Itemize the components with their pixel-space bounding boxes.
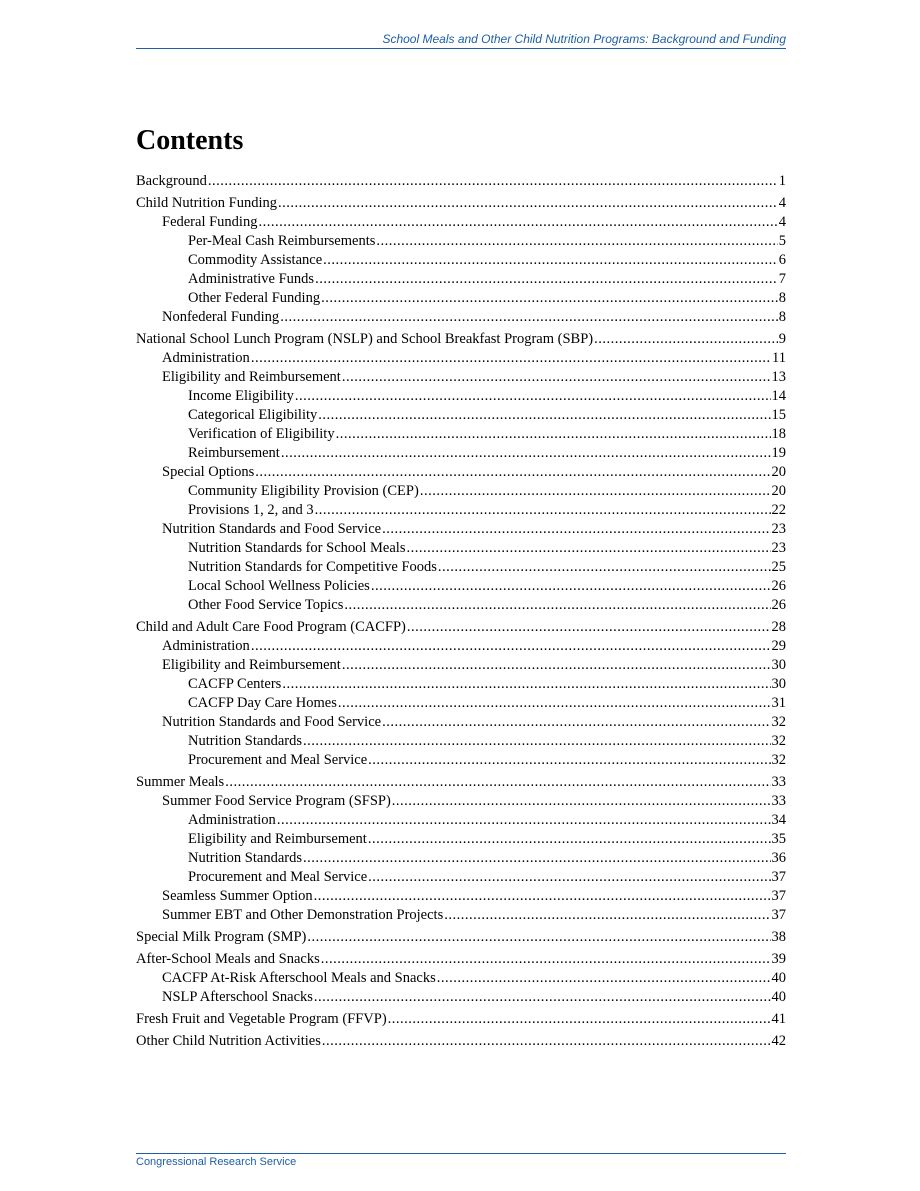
toc-entry[interactable] bbox=[136, 618, 786, 637]
toc-entry[interactable] bbox=[136, 406, 786, 425]
toc-entry-page: 30 bbox=[771, 657, 786, 673]
toc-entry[interactable] bbox=[136, 773, 786, 792]
toc-entry[interactable] bbox=[136, 830, 786, 849]
toc-entry-page: 19 bbox=[771, 445, 786, 461]
toc-entry-title: Fresh Fruit and Vegetable Program (FFVP) bbox=[136, 1011, 387, 1027]
toc-entry-page: 28 bbox=[771, 619, 786, 635]
toc-entry-page: 26 bbox=[771, 597, 786, 613]
toc-entry-title: Summer EBT and Other Demonstration Projects bbox=[162, 907, 444, 923]
toc-entry[interactable] bbox=[136, 349, 786, 368]
toc-entry-page: 20 bbox=[771, 464, 786, 480]
toc-dot-leader bbox=[307, 928, 770, 947]
toc-dot-leader bbox=[368, 830, 771, 849]
toc-entry[interactable] bbox=[136, 675, 786, 694]
toc-dot-leader bbox=[281, 444, 771, 463]
toc-entry-page: 26 bbox=[771, 578, 786, 594]
toc-entry-page: 37 bbox=[771, 907, 786, 923]
toc-entry-page: 8 bbox=[778, 290, 786, 306]
toc-entry-title: Provisions 1, 2, and 3 bbox=[188, 502, 314, 518]
toc-entry-page: 32 bbox=[771, 733, 786, 749]
toc-dot-leader bbox=[318, 406, 770, 425]
toc-entry-page: 22 bbox=[771, 502, 786, 518]
toc-entry-page: 42 bbox=[771, 1033, 786, 1049]
toc-entry[interactable] bbox=[136, 1010, 786, 1029]
toc-entry[interactable] bbox=[136, 792, 786, 811]
toc-entry-title: National School Lunch Program (NSLP) and School Breakfast Program (SBP) bbox=[136, 331, 594, 347]
toc-entry-page: 7 bbox=[778, 271, 786, 287]
toc-entry-title: After-School Meals and Snacks bbox=[136, 951, 320, 967]
toc-entry-title: Administrative Funds bbox=[188, 271, 315, 287]
toc-entry[interactable] bbox=[136, 558, 786, 577]
toc-entry-page: 20 bbox=[771, 483, 786, 499]
toc-entry-page: 33 bbox=[771, 774, 786, 790]
toc-entry-page: 11 bbox=[772, 350, 786, 366]
toc-dot-leader bbox=[342, 368, 771, 387]
toc-entry-page: 31 bbox=[771, 695, 786, 711]
toc-entry[interactable] bbox=[136, 849, 786, 868]
toc-entry-page: 6 bbox=[778, 252, 786, 268]
toc-entry-title: Background bbox=[136, 173, 207, 189]
toc-entry-title: Special Options bbox=[162, 464, 255, 480]
toc-entry[interactable] bbox=[136, 713, 786, 732]
toc-entry-title: Verification of Eligibility bbox=[188, 426, 335, 442]
toc-dot-leader bbox=[303, 732, 771, 751]
toc-entry[interactable] bbox=[136, 368, 786, 387]
toc-entry-title: Nutrition Standards and Food Service bbox=[162, 521, 382, 537]
toc-entry-title: Nutrition Standards bbox=[188, 850, 302, 866]
toc-dot-leader bbox=[321, 289, 778, 308]
toc-entry-title: Reimbursement bbox=[188, 445, 280, 461]
toc-dot-leader bbox=[371, 577, 771, 596]
toc-dot-leader bbox=[342, 656, 771, 675]
toc-entry-title: Commodity Assistance bbox=[188, 252, 323, 268]
table-of-contents bbox=[136, 172, 786, 1051]
toc-entry[interactable] bbox=[136, 596, 786, 615]
toc-dot-leader bbox=[303, 849, 771, 868]
footer-organization: Congressional Research Service bbox=[136, 1156, 297, 1168]
toc-entry[interactable] bbox=[136, 868, 786, 887]
toc-entry[interactable] bbox=[136, 308, 786, 327]
toc-entry-page: 32 bbox=[771, 752, 786, 768]
toc-entry-title: Community Eligibility Provision (CEP) bbox=[188, 483, 419, 499]
toc-entry[interactable] bbox=[136, 463, 786, 482]
toc-entry-page: 35 bbox=[771, 831, 786, 847]
toc-entry-page: 30 bbox=[771, 676, 786, 692]
toc-entry-title: Administration bbox=[162, 350, 250, 366]
toc-entry-title: Nutrition Standards bbox=[188, 733, 302, 749]
toc-dot-leader bbox=[321, 950, 771, 969]
toc-dot-leader bbox=[258, 213, 777, 232]
toc-entry-page: 38 bbox=[771, 929, 786, 945]
toc-entry-title: Income Eligibility bbox=[188, 388, 294, 404]
toc-dot-leader bbox=[314, 887, 771, 906]
toc-entry[interactable] bbox=[136, 732, 786, 751]
toc-entry-page: 39 bbox=[771, 951, 786, 967]
toc-dot-leader bbox=[314, 988, 771, 1007]
toc-entry-page: 23 bbox=[771, 540, 786, 556]
toc-entry-title: Procurement and Meal Service bbox=[188, 869, 368, 885]
footer-divider bbox=[136, 1153, 786, 1154]
toc-entry-page: 4 bbox=[778, 214, 786, 230]
toc-entry-title: Procurement and Meal Service bbox=[188, 752, 368, 768]
toc-dot-leader bbox=[322, 1032, 771, 1051]
toc-dot-leader bbox=[344, 596, 770, 615]
toc-entry-title: Eligibility and Reimbursement bbox=[162, 369, 341, 385]
toc-entry[interactable] bbox=[136, 969, 786, 988]
toc-dot-leader bbox=[336, 425, 771, 444]
toc-entry[interactable] bbox=[136, 751, 786, 770]
toc-entry-title: Eligibility and Reimbursement bbox=[162, 657, 341, 673]
toc-entry-page: 8 bbox=[778, 309, 786, 325]
toc-entry-title: Categorical Eligibility bbox=[188, 407, 318, 423]
toc-dot-leader bbox=[338, 694, 771, 713]
toc-entry-title: Nonfederal Funding bbox=[162, 309, 280, 325]
toc-entry-title: Other Child Nutrition Activities bbox=[136, 1033, 321, 1049]
toc-dot-leader bbox=[407, 618, 771, 637]
toc-entry[interactable] bbox=[136, 172, 786, 191]
toc-entry-title: CACFP Day Care Homes bbox=[188, 695, 337, 711]
toc-entry-title: Other Food Service Topics bbox=[188, 597, 344, 613]
toc-entry-page: 41 bbox=[771, 1011, 786, 1027]
toc-entry-page: 9 bbox=[778, 331, 786, 347]
toc-entry[interactable] bbox=[136, 444, 786, 463]
toc-entry-page: 13 bbox=[771, 369, 786, 385]
toc-dot-leader bbox=[437, 969, 771, 988]
toc-entry-page: 40 bbox=[771, 989, 786, 1005]
toc-entry-title: Summer Food Service Program (SFSP) bbox=[162, 793, 391, 809]
toc-dot-leader bbox=[388, 1010, 771, 1029]
toc-entry-title: Other Federal Funding bbox=[188, 290, 321, 306]
toc-dot-leader bbox=[376, 232, 777, 251]
toc-entry-title: Seamless Summer Option bbox=[162, 888, 313, 904]
toc-entry-title: NSLP Afterschool Snacks bbox=[162, 989, 313, 1005]
toc-dot-leader bbox=[368, 751, 770, 770]
toc-dot-leader bbox=[282, 675, 770, 694]
toc-entry[interactable] bbox=[136, 520, 786, 539]
toc-entry-page: 36 bbox=[771, 850, 786, 866]
toc-entry-title: CACFP At-Risk Afterschool Meals and Snacks bbox=[162, 970, 436, 986]
toc-entry[interactable] bbox=[136, 251, 786, 270]
toc-entry[interactable] bbox=[136, 887, 786, 906]
toc-entry-page: 29 bbox=[771, 638, 786, 654]
toc-entry[interactable] bbox=[136, 501, 786, 520]
toc-entry[interactable] bbox=[136, 425, 786, 444]
toc-entry[interactable] bbox=[136, 270, 786, 289]
toc-dot-leader bbox=[225, 773, 770, 792]
toc-entry-title: Nutrition Standards for Competitive Foods bbox=[188, 559, 437, 575]
toc-dot-leader bbox=[323, 251, 778, 270]
toc-entry-page: 34 bbox=[771, 812, 786, 828]
toc-entry[interactable] bbox=[136, 1032, 786, 1051]
toc-entry-title: Administration bbox=[162, 638, 250, 654]
toc-entry[interactable] bbox=[136, 656, 786, 675]
toc-entry[interactable] bbox=[136, 539, 786, 558]
toc-entry-page: 40 bbox=[771, 970, 786, 986]
toc-entry[interactable] bbox=[136, 213, 786, 232]
toc-entry[interactable] bbox=[136, 289, 786, 308]
toc-entry[interactable] bbox=[136, 988, 786, 1007]
toc-entry[interactable] bbox=[136, 637, 786, 656]
toc-entry[interactable] bbox=[136, 482, 786, 501]
toc-entry-title: Local School Wellness Policies bbox=[188, 578, 370, 594]
toc-dot-leader bbox=[277, 811, 771, 830]
toc-entry[interactable] bbox=[136, 811, 786, 830]
toc-dot-leader bbox=[438, 558, 771, 577]
toc-dot-leader bbox=[208, 172, 778, 191]
running-header: School Meals and Other Child Nutrition Programs: Background and Funding bbox=[136, 32, 786, 49]
toc-entry-page: 32 bbox=[771, 714, 786, 730]
toc-entry[interactable] bbox=[136, 232, 786, 251]
toc-entry-title: Child Nutrition Funding bbox=[136, 195, 277, 211]
toc-dot-leader bbox=[251, 349, 771, 368]
toc-dot-leader bbox=[444, 906, 770, 925]
toc-entry-title: Nutrition Standards and Food Service bbox=[162, 714, 382, 730]
toc-dot-leader bbox=[382, 520, 770, 539]
toc-entry-page: 1 bbox=[778, 173, 786, 189]
toc-entry-title: Summer Meals bbox=[136, 774, 225, 790]
toc-entry[interactable] bbox=[136, 194, 786, 213]
toc-entry[interactable] bbox=[136, 906, 786, 925]
toc-entry-title: Federal Funding bbox=[162, 214, 258, 230]
toc-entry-page: 4 bbox=[778, 195, 786, 211]
toc-entry-page: 25 bbox=[771, 559, 786, 575]
toc-entry-page: 33 bbox=[771, 793, 786, 809]
toc-entry[interactable] bbox=[136, 330, 786, 349]
toc-entry-title: Eligibility and Reimbursement bbox=[188, 831, 367, 847]
toc-entry-title: Child and Adult Care Food Program (CACFP) bbox=[136, 619, 406, 635]
toc-entry-title: CACFP Centers bbox=[188, 676, 282, 692]
page-title: Contents bbox=[136, 125, 244, 156]
toc-entry-title: Administration bbox=[188, 812, 276, 828]
toc-dot-leader bbox=[420, 482, 771, 501]
toc-dot-leader bbox=[280, 308, 778, 327]
toc-entry-title: Nutrition Standards for School Meals bbox=[188, 540, 406, 556]
toc-dot-leader bbox=[315, 270, 778, 289]
toc-entry-title: Special Milk Program (SMP) bbox=[136, 929, 307, 945]
toc-entry-page: 37 bbox=[771, 888, 786, 904]
toc-entry-title: Per-Meal Cash Reimbursements bbox=[188, 233, 376, 249]
toc-entry-page: 23 bbox=[771, 521, 786, 537]
toc-entry[interactable] bbox=[136, 928, 786, 947]
toc-dot-leader bbox=[392, 792, 771, 811]
toc-entry[interactable] bbox=[136, 694, 786, 713]
toc-entry[interactable] bbox=[136, 950, 786, 969]
toc-entry-page: 15 bbox=[771, 407, 786, 423]
toc-entry[interactable] bbox=[136, 387, 786, 406]
toc-dot-leader bbox=[278, 194, 778, 213]
toc-dot-leader bbox=[251, 637, 771, 656]
toc-entry-page: 37 bbox=[771, 869, 786, 885]
toc-entry-page: 5 bbox=[778, 233, 786, 249]
toc-dot-leader bbox=[406, 539, 770, 558]
toc-dot-leader bbox=[594, 330, 778, 349]
toc-entry-page: 14 bbox=[771, 388, 786, 404]
toc-entry[interactable] bbox=[136, 577, 786, 596]
toc-dot-leader bbox=[255, 463, 770, 482]
toc-dot-leader bbox=[368, 868, 770, 887]
toc-dot-leader bbox=[382, 713, 770, 732]
toc-dot-leader bbox=[315, 501, 771, 520]
toc-dot-leader bbox=[295, 387, 771, 406]
toc-entry-page: 18 bbox=[771, 426, 786, 442]
